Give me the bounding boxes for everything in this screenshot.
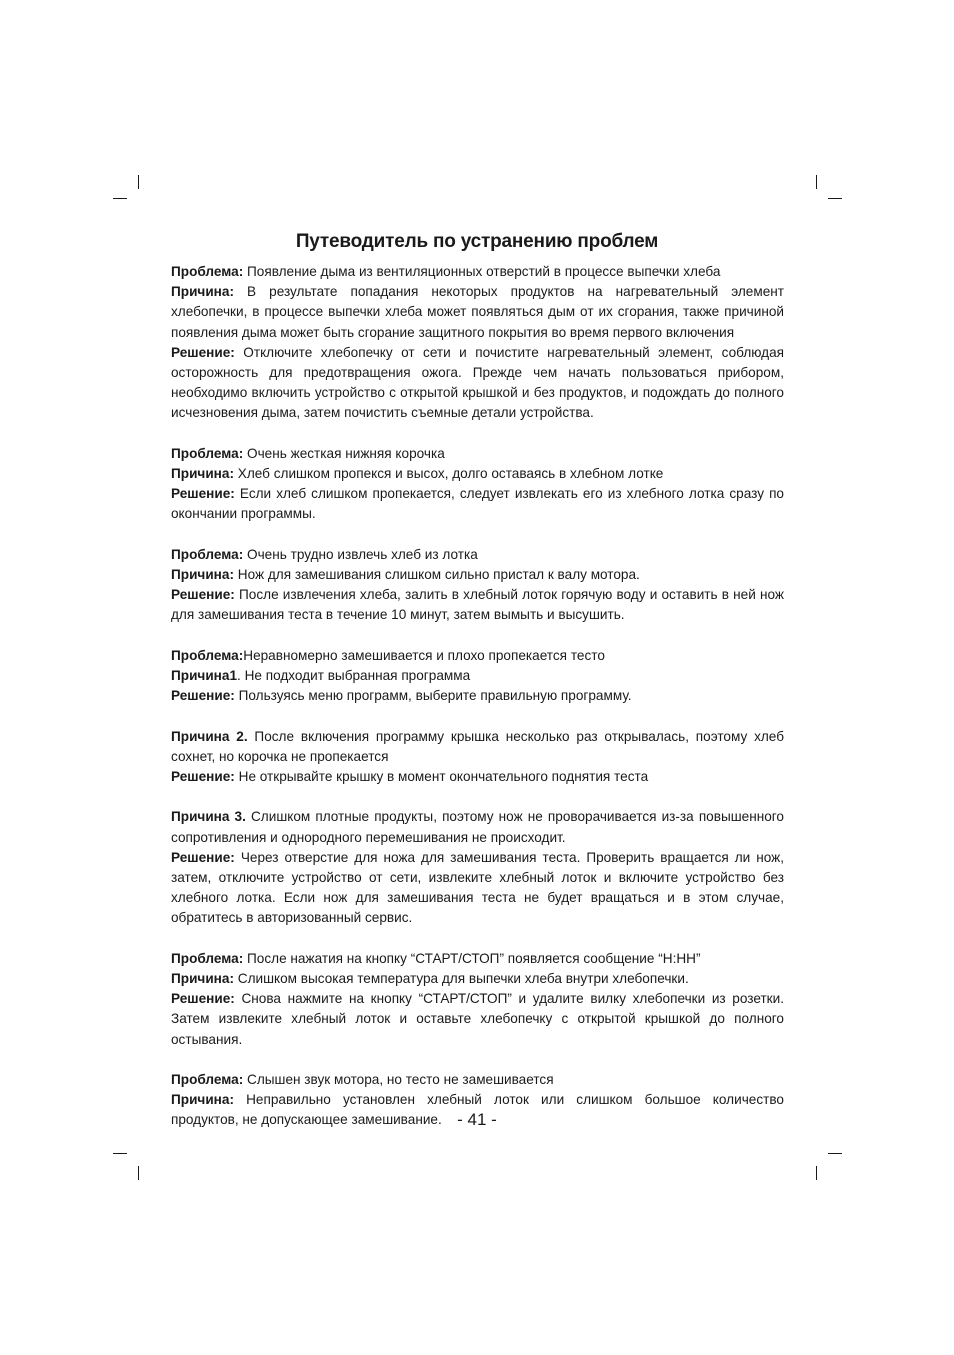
troubleshooting-line (171, 969, 784, 989)
troubleshooting-line (171, 464, 784, 484)
crop-mark-top-left-horizontal (113, 198, 127, 199)
line-text: После нажатия на кнопку “СТАРТ/СТОП” появляется сообщение “H:HH” (243, 950, 701, 966)
troubleshooting-line (171, 686, 784, 706)
troubleshooting-line (171, 545, 784, 565)
line-label: Решение: (171, 991, 235, 1007)
line-text: Хлеб слишком пропекся и высох, долго оставаясь в хлебном лотке (233, 466, 664, 482)
troubleshooting-line (171, 848, 784, 929)
troubleshooting-line (171, 949, 784, 969)
line-text: Неправильно установлен хлебный лоток или слишком большое количество продуктов, не допускающее замешивание. (171, 1092, 784, 1128)
troubleshooting-line (171, 585, 784, 625)
page-title: Путеводитель по устранению проблем (295, 231, 659, 252)
line-text: Пользуясь меню программ, выберите правильную программу. (234, 688, 632, 704)
line-text: Через отверстие для ножа для замешивания теста. Проверить вращается ли нож, затем, отключите устройство от сети, извлеките хлебный лоток и включите устройство без хлебного лотка. Если нож для замешивания теста не будет вращаться и в этом случае, обратитесь в авторизованный сервис. (171, 849, 784, 926)
troubleshooting-line (171, 484, 784, 524)
line-label: Причина: (171, 466, 234, 482)
line-label: Решение: (171, 344, 235, 360)
line-text: В результате попадания некоторых продуктов на нагревательный элемент хлебопечки, в процессе выпечки хлеба может появляться дым от их сгорания, также причиной появления дыма может быть сгорание защитного покрытия во время первого включения (171, 284, 784, 340)
line-label: Решение: (171, 688, 235, 704)
crop-mark-top-right-horizontal (828, 198, 842, 199)
line-label: Проблема: (171, 546, 244, 562)
line-text: Нож для замешивания слишком сильно пристал к валу мотора. (233, 567, 640, 583)
crop-mark-top-left-vertical (138, 175, 139, 189)
troubleshooting-block (171, 949, 784, 1050)
troubleshooting-line (171, 444, 784, 464)
line-text: Не открывайте крышку в момент окончательного поднятия теста (234, 769, 649, 785)
line-text: Неравномерно замешивается и плохо пропекается тесто (243, 647, 605, 663)
line-label: Причина 2. (171, 728, 248, 744)
line-text: Появление дыма из вентиляционных отверстий в процессе выпечки хлеба (243, 264, 721, 279)
line-label: Причина: (171, 1092, 234, 1108)
line-text: Слышен звук мотора, но тесто не замешивается (243, 1072, 554, 1088)
troubleshooting-line (171, 767, 784, 787)
troubleshooting-line (171, 989, 784, 1050)
line-label: Решение: (171, 587, 235, 603)
line-label: Решение: (171, 849, 235, 865)
line-label: Причина: (171, 567, 234, 583)
line-text: Слишком высокая температура для выпечки хлеба внутри хлебопечки. (233, 971, 689, 987)
line-text: Слишком плотные продукты, поэтому нож не проворачивается из-за повышенного сопротивления и однородного перемешивания не происходит. (171, 809, 784, 845)
line-label: Проблема: (171, 950, 244, 966)
crop-mark-bottom-left-vertical (138, 1166, 139, 1180)
crop-mark-bottom-right-vertical (816, 1166, 817, 1180)
line-text: Очень трудно извлечь хлеб из лотка (243, 546, 478, 562)
troubleshooting-block (171, 262, 784, 424)
line-label: Причина: (171, 971, 234, 987)
line-text: Если хлеб слишком пропекается, следует извлекать его из хлебного лотка сразу по окончании программы. (171, 486, 784, 522)
line-label: Проблема: (171, 445, 244, 461)
troubleshooting-line (171, 807, 784, 847)
troubleshooting-line (171, 646, 784, 666)
troubleshooting-line (171, 262, 784, 282)
troubleshooting-block (171, 545, 784, 626)
line-label: Решение: (171, 486, 235, 502)
troubleshooting-block (171, 727, 784, 788)
line-text: Снова нажмите на кнопку “СТАРТ/СТОП” и удалите вилку хлебопечки из розетки. Затем извлеките хлебный лоток и оставьте хлебопечку с открытой крышкой до полного остывания. (171, 991, 784, 1047)
troubleshooting-line (171, 565, 784, 585)
line-label: Решение: (171, 769, 235, 785)
line-label: Проблема: (171, 264, 244, 279)
troubleshooting-block (171, 444, 784, 525)
troubleshooting-line (171, 1070, 784, 1090)
page-number: - 41 - (457, 1110, 497, 1129)
line-label: Проблема: (171, 1072, 244, 1088)
line-label: Проблема: (171, 647, 244, 663)
line-label: Причина 3. (171, 809, 246, 825)
line-text: . Не подходит выбранная программа (237, 668, 471, 684)
troubleshooting-line (171, 727, 784, 767)
troubleshooting-block (171, 646, 784, 707)
crop-mark-bottom-left-horizontal (113, 1153, 127, 1154)
line-text: Отключите хлебопечку от сети и почистите нагревательный элемент, соблюдая осторожность для предотвращения ожога. Прежде чем начать пользоваться прибором, необходимо включить устройство с открытой крышкой и без продуктов, и подождать до полного исчезновения дыма, затем почистить съемные детали устройства. (171, 344, 784, 421)
crop-mark-bottom-right-horizontal (828, 1153, 842, 1154)
line-label: Причина: (171, 284, 234, 300)
troubleshooting-line (171, 282, 784, 343)
line-text: После включения программу крышка несколько раз открывалась, поэтому хлеб сохнет, но корочка не пропекается (171, 728, 784, 764)
troubleshooting-line (171, 343, 784, 424)
troubleshooting-block (171, 807, 784, 928)
troubleshooting-content (171, 262, 784, 1131)
crop-mark-top-right-vertical (816, 175, 817, 189)
line-text: После извлечения хлеба, залить в хлебный лоток горячую воду и оставить в ней нож для замешивания теста в течение 10 минут, затем вымыть и высушить. (171, 587, 784, 623)
line-label: Причина1 (171, 668, 238, 684)
troubleshooting-line (171, 666, 784, 686)
line-text: Очень жесткая нижняя корочка (243, 445, 445, 461)
